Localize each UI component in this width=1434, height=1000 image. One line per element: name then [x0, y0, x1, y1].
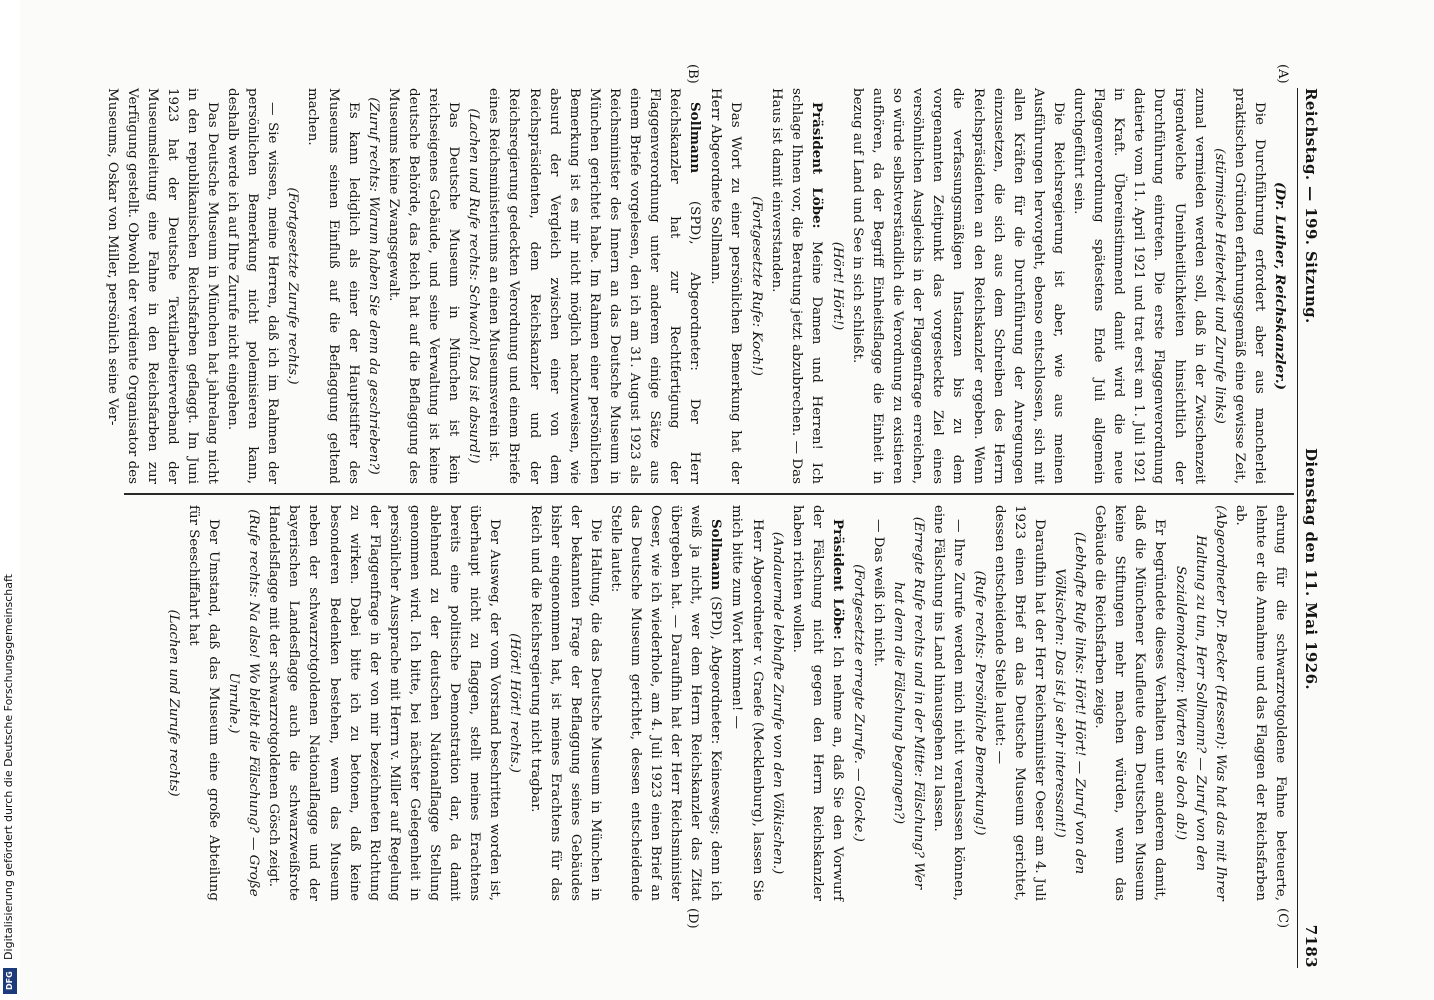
stage-direction: (Lachen und Rufe rechts: Schwach! Das ist absurd!): [466, 108, 482, 464]
stage-direction: (Rufe rechts: Persönliche Bemerkung!): [971, 570, 987, 836]
margin-label-a: (A): [1275, 64, 1290, 84]
page-number: 7183: [1302, 924, 1320, 968]
paragraph: — Das weiß ich nicht.: [871, 519, 887, 667]
left-column: [104, 88, 1290, 484]
column-divider: [124, 493, 1294, 495]
paragraph: Es kann lediglich als einer der Hauptstifter des Museums seinen Einfluß auf die Beflaggung geltend machen.: [305, 88, 361, 484]
running-header: [1297, 88, 1320, 968]
stage-direction: (Andauernde lebhafte Zurufe von den Völkischen.): [769, 531, 785, 875]
speaker-name: Präsident Löbe:: [829, 519, 846, 640]
margin-label-d: (D): [685, 908, 700, 929]
header-date: Dienstag den 11. Mai 1926.: [1302, 448, 1320, 691]
stage-direction: (stürmische Heiterkeit und Zurufe links): [1211, 148, 1227, 424]
stage-direction: (Rufe rechts: Na also! Wo bleibt die Fälschung? — Große Unruhe.): [226, 509, 262, 897]
quoted-paragraph: Der Ausweg, der vom Vorstand beschritten worden ist, überhaupt nicht zu flaggen, stellt meines Erachtens bereits eine politische Demonstration dar, da damit ablehnend zu der deutschen Nationalflagge Stellung genommen wird. Ich bitte, bei nächster Gelegenheit in persönlicher Aussprache mit Herrn v. Miller auf Regelung der Flaggenfrage in der von mir bezeichneten Richtung zu wirken. Dabei bitte ich zu betonen, daß keine besonderen Bedenken bestehen, wenn das Museum neben der schwarzrotgoldenen Nationalflagge und der bayerischen Landesflagge auch die schwarzweißrote Handelsflagge mit der schwarzrotgoldenen Gösch zeigt.: [266, 505, 503, 901]
paragraph: ehrung für die schwarzrotgoldene Fahne beteuerte, lehnte er die Annahme und das Flaggen der Reichsfarben ab.: [1232, 505, 1288, 901]
paragraph: Das Deutsche Museum in München ist kein reichseigenes Gebäude, und seine Verwaltung ist keine deutsche Behörde, das Reich hat auf die Beflaggung des Museums keine Zwangsgewalt.: [385, 88, 462, 484]
paragraph: Sollmann (SPD), Abgeordneter: Keineswegs; denn ich weiß ja nicht, wer dem Herrn Reichskanzler das Zitat übergeben hat. — Daraufhin hat der Herr Reichsminister Oeser, wie ich wiederhole, am 4. Juli 1923 einen Brief an das Deutsche Museum gerichtet, dessen entscheidende Stelle lautet:: [607, 505, 725, 901]
paragraph: Daraufhin hat der Herr Reichsminister Oeser am 4. Juli 1923 einen Brief an das Deutsche Museum gerichtet, dessen entscheidende Stelle lautet: —: [991, 505, 1047, 901]
stage-direction: (Fortgesetzte Rufe: Koch!): [748, 196, 764, 376]
digitization-credit-strip: [0, 0, 20, 1000]
right-column: [130, 505, 1290, 901]
stage-direction: (Lebhafte Rufe links: Hört! Hört! — Zuruf von den Völkischen: Das ist ja sehr interessant!): [1051, 531, 1088, 875]
paragraph: Die Durchführung erfordert aber aus mancherlei praktischen Gründen erfahrungsgemäß eine gewisse Zeit,: [1231, 88, 1267, 484]
paragraph: Herr Abgeordneter v. Graefe (Mecklenburg), lassen Sie mich bitte zum Wort kommen! —: [729, 505, 765, 901]
speaker-name: Präsident Löbe:: [808, 102, 825, 229]
paragraph: Das Wort zu einer persönlichen Bemerkung hat der Herr Abgeordnete Sollmann.: [708, 88, 744, 484]
speaker-name: Sollmann: [687, 102, 704, 174]
speaker-line: (Dr. Luther, Reichskanzler.): [1272, 182, 1288, 390]
stage-direction: (Hört! Hört! rechts.): [507, 633, 523, 773]
margin-label-c: (C): [1275, 908, 1290, 929]
stage-direction: (Zuruf rechts: Warum haben Sie denn da geschrieben?): [365, 97, 381, 475]
stage-direction: (Fortgesetzte Zurufe rechts.): [285, 187, 301, 385]
stage-direction: (Erregte Rufe rechts und in der Mitte: Fälschung? Wer hat denn die Fälschung begangen?): [891, 516, 927, 890]
stage-direction: (Hört! Hört!): [829, 241, 845, 331]
paragraph: Präsident Löbe: Ich nehme an, daß Sie den Vorwurf der Fälschung nicht gegen den Herrn Reichskanzler haben richten wollen.: [789, 505, 846, 901]
paragraph: — Sie wissen, meine Herren, daß ich im Rahmen der persönlichen Bemerkung nicht polemisieren kann, deshalb werde ich auf Ihre Zurufe nicht eingehen.: [225, 88, 281, 484]
stage-direction: (Lachen und Zurufe rechts): [165, 609, 181, 797]
paragraph: Er begründete dieses Verhalten unter anderem damit, daß die Münchener Kaufleute dem Deutschen Museum keine Stiftungen mehr machen würden, wenn das Gebäude die Reichsfarben zeige.: [1092, 505, 1168, 901]
digitization-credit: Digitalisierung gefördert durch die Deutsche Forschungsgemeinschaft: [2, 574, 15, 960]
quoted-paragraph: Die Haltung, die das Deutsche Museum in München in der bekannten Frage der Beflaggung seines Gebäudes bisher eingenommen hat, ist meines Erachtens für das Reich und die Reichsregierung nicht tragbar.: [527, 505, 603, 901]
stage-direction: (Abgeordneter Dr. Becker (Hessen): Was hat das mit Ihrer Haltung zu tun, Herr Sollmann? — Zuruf von den Sozialdemokraten: Warten Sie doch ab!): [1172, 505, 1228, 901]
paragraph: Sollmann (SPD), Abgeordneter: Der Herr Reichskanzler hat zur Rechtfertigung der Flaggenverordnung unter anderem einige Sätze aus einem Briefe vorgelesen, den ich am 31. August 1923 als Reichsminister des Innern an das Deutsche Museum in München gerichtet habe. Im Rahmen einer persönlichen Bemerkung ist es mir nicht möglich nachzuweisen, wie absurd der Vergleich zwischen einer von dem Reichspräsidenten, dem Reichskanzler und der Reichsregierung gedeckten Verordnung und einem Briefe eines Reichsministeriums an einen Museumsverein ist.: [486, 88, 704, 484]
paragraph: — Ihre Zurufe werden mich nicht veranlassen können, eine Fälschung ins Land hinausgehen zu lassen.: [931, 505, 967, 901]
paragraph: Präsident Löbe: Meine Damen und Herren! Ich schlage Ihnen vor, die Beratung jetzt abzubrechen. — Das Haus ist damit einverstanden.: [768, 88, 825, 484]
dfg-logo: DFG: [3, 968, 17, 994]
paragraph: Die Reichsregierung ist aber, wie aus meinen Ausführungen hervorgeht, ebenso entschlossen, sich mit allen Kräften für die Durchführung der Anregungen einzusetzen, die sich aus dem Schreiben des Herrn Reichspräsidenten an den Reichskanzler ergeben. Wenn die verfassungsmäßigen Instanzen bis zu dem vorgenannten Zeitpunkt das vorgesteckte Ziel eines versöhnlichen Ausgleichs in der Flaggenfrage erreichen, so würde selbstverständlich die Verordnung zu existieren aufhören, da der Begriff Einheitsflagge die Einheit in bezug auf Land und See in sich schließt.: [850, 88, 1066, 484]
margin-label-b: (B): [685, 64, 700, 84]
speaker-name: Sollmann: [708, 519, 725, 591]
rotated-page-content: [104, 64, 1320, 968]
header-session: Reichstag. — 199. Sitzung.: [1302, 88, 1320, 324]
paragraph: Der Umstand, daß das Museum eine große Abteilung für Seeschiffahrt hat: [185, 505, 222, 901]
paragraph: Das Deutsche Museum in München hat jahrelang nicht in den republikanischen Reichsfarben geflaggt. Im Juni 1923 hat der Deutsche Textilarbeiterverband der Museumsleitung eine Fahne in den Reichsfarben zur Verfügung gestellt. Obwohl der verdiente Organisator des Museums, Oskar von Miller, persönlich seine Ver-: [104, 88, 221, 484]
paragraph: zumal vermieden werden soll, daß in der Zwischenzeit irgendwelche Uneinheitlichkeiten hinsichtlich der Durchführung eintreten. Die erste Flaggenverordnung datierte vom 11. April 1921 und trat erst am 1. Juli 1921 in Kraft. Übereinstimmend damit wird die neue Flaggenverordnung spätestens Ende Juli allgemein durchgeführt sein.: [1071, 88, 1207, 484]
stage-direction: (Fortgesetzte erregte Zurufe. — Glocke.): [851, 564, 867, 842]
